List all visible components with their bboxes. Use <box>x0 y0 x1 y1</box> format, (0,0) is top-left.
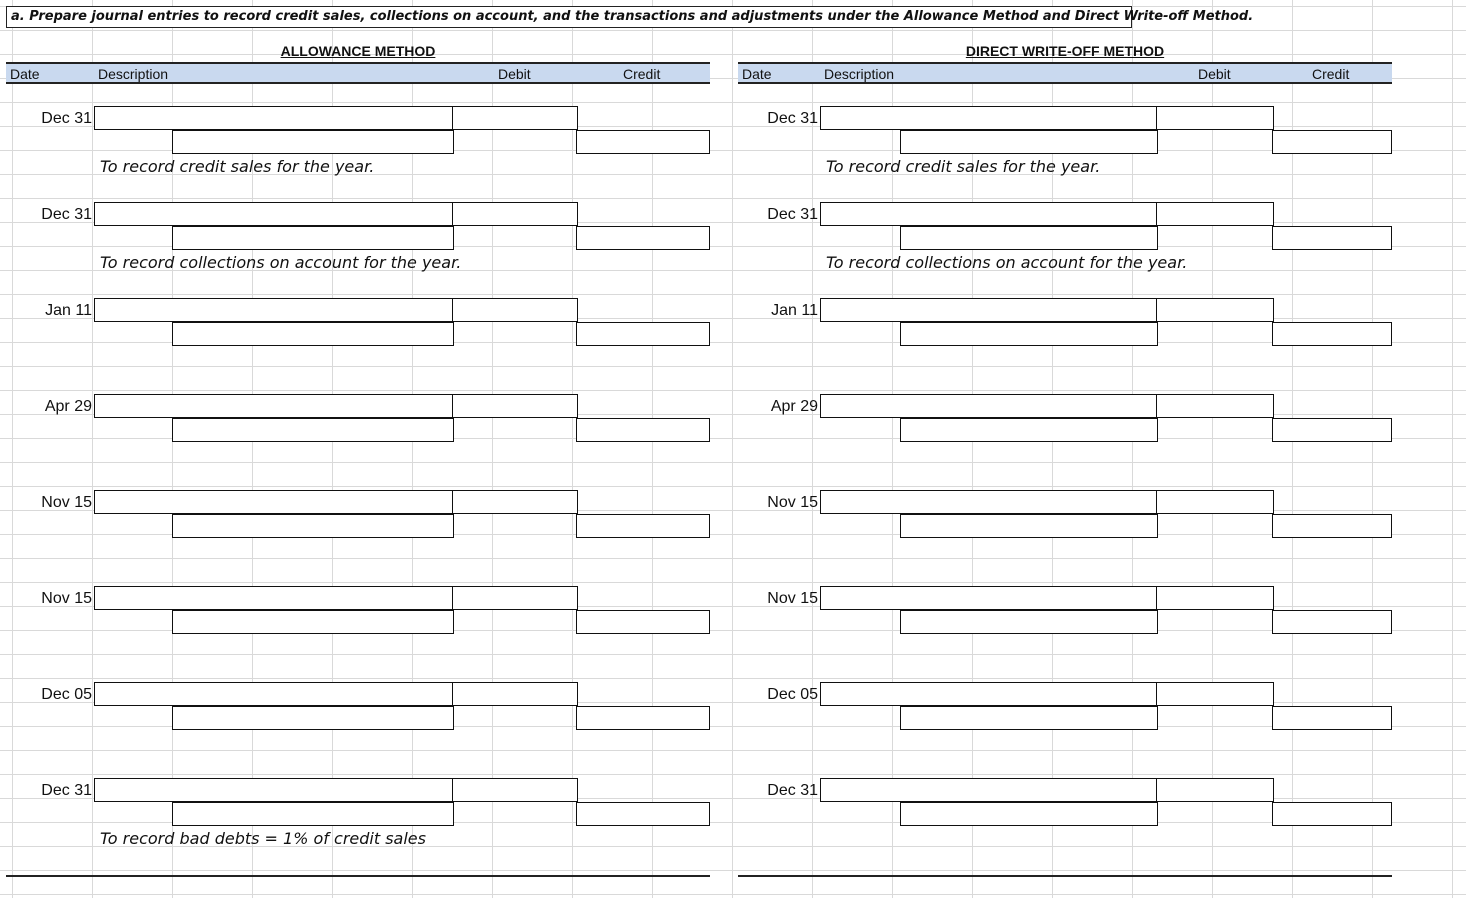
debit-amount-input[interactable] <box>452 298 578 322</box>
credit-account-input[interactable] <box>900 418 1158 442</box>
debit-header: Debit <box>1198 66 1231 82</box>
entry-note: To record collections on account for the year. <box>826 253 1188 272</box>
debit-account-input[interactable] <box>94 298 454 322</box>
entry-note: To record bad debts = 1% of credit sales <box>100 829 426 848</box>
entry-date: Jan 11 <box>771 302 818 319</box>
credit-amount-input[interactable] <box>576 418 710 442</box>
journal-entry <box>6 490 710 586</box>
entry-date: Apr 29 <box>770 398 818 415</box>
debit-amount-input[interactable] <box>452 106 578 130</box>
credit-account-input[interactable] <box>172 322 454 346</box>
entry-date: Dec 05 <box>767 686 818 703</box>
description-header: Description <box>98 66 169 82</box>
debit-account-input[interactable] <box>94 586 454 610</box>
debit-amount-input[interactable] <box>1156 106 1274 130</box>
debit-account-input[interactable] <box>820 394 1158 418</box>
debit-account-input[interactable] <box>820 298 1158 322</box>
debit-amount-input[interactable] <box>1156 490 1274 514</box>
column-header-bar <box>738 62 1392 84</box>
debit-amount-input[interactable] <box>1156 394 1274 418</box>
credit-account-input[interactable] <box>172 418 454 442</box>
debit-account-input[interactable] <box>94 394 454 418</box>
credit-account-input[interactable] <box>900 514 1158 538</box>
entry-date: Nov 15 <box>767 494 818 511</box>
journal-entry <box>6 202 710 298</box>
credit-header: Credit <box>1312 66 1350 82</box>
debit-amount-input[interactable] <box>1156 202 1274 226</box>
credit-account-input[interactable] <box>172 514 454 538</box>
debit-account-input[interactable] <box>820 778 1158 802</box>
debit-account-input[interactable] <box>820 682 1158 706</box>
entry-date: Dec 31 <box>767 782 818 799</box>
entry-date: Nov 15 <box>767 590 818 607</box>
entry-date: Nov 15 <box>41 590 92 607</box>
debit-amount-input[interactable] <box>1156 586 1274 610</box>
journal-entry <box>738 586 1392 682</box>
date-header: Date <box>742 66 772 82</box>
credit-account-input[interactable] <box>172 802 454 826</box>
debit-amount-input[interactable] <box>1156 778 1274 802</box>
credit-amount-input[interactable] <box>576 226 710 250</box>
journal-entry <box>6 394 710 490</box>
description-header: Description <box>824 66 895 82</box>
journal-entry <box>6 778 710 874</box>
credit-account-input[interactable] <box>900 322 1158 346</box>
journal-entry <box>738 202 1392 298</box>
journal-entry <box>738 778 1392 874</box>
credit-header: Credit <box>623 66 661 82</box>
debit-account-input[interactable] <box>94 490 454 514</box>
credit-account-input[interactable] <box>900 802 1158 826</box>
journal-entry <box>738 490 1392 586</box>
entry-date: Apr 29 <box>44 398 92 415</box>
credit-account-input[interactable] <box>172 610 454 634</box>
date-header: Date <box>10 66 40 82</box>
debit-header: Debit <box>498 66 531 82</box>
debit-amount-input[interactable] <box>452 778 578 802</box>
credit-amount-input[interactable] <box>576 514 710 538</box>
credit-amount-input[interactable] <box>1272 322 1392 346</box>
entry-date: Dec 31 <box>41 110 92 127</box>
credit-amount-input[interactable] <box>1272 226 1392 250</box>
bottom-rule <box>738 875 1392 877</box>
credit-amount-input[interactable] <box>1272 610 1392 634</box>
debit-amount-input[interactable] <box>452 394 578 418</box>
credit-account-input[interactable] <box>900 226 1158 250</box>
journal-entry <box>6 298 710 394</box>
credit-account-input[interactable] <box>900 610 1158 634</box>
debit-account-input[interactable] <box>94 778 454 802</box>
debit-account-input[interactable] <box>94 106 454 130</box>
credit-amount-input[interactable] <box>576 802 710 826</box>
journal-entry <box>738 106 1392 202</box>
entry-note: To record credit sales for the year. <box>826 157 1101 176</box>
debit-amount-input[interactable] <box>452 490 578 514</box>
entry-note: To record credit sales for the year. <box>100 157 375 176</box>
credit-amount-input[interactable] <box>1272 418 1392 442</box>
journal-entry <box>738 682 1392 778</box>
entry-date: Dec 31 <box>767 110 818 127</box>
credit-account-input[interactable] <box>900 706 1158 730</box>
debit-amount-input[interactable] <box>1156 682 1274 706</box>
debit-account-input[interactable] <box>94 202 454 226</box>
entry-date: Nov 15 <box>41 494 92 511</box>
entry-date: Dec 31 <box>41 782 92 799</box>
credit-amount-input[interactable] <box>576 130 710 154</box>
journal-entry <box>738 394 1392 490</box>
panel-title: ALLOWANCE METHOD <box>280 43 436 59</box>
debit-account-input[interactable] <box>820 106 1158 130</box>
debit-account-input[interactable] <box>820 202 1158 226</box>
instruction-text: a. Prepare journal entries to record credit sales, collections on account, and the transactions and adjustments under the Allowance Method and Direct Write-off Method. <box>6 6 1132 28</box>
credit-account-input[interactable] <box>172 706 454 730</box>
credit-amount-input[interactable] <box>576 706 710 730</box>
journal-entry <box>6 682 710 778</box>
credit-amount-input[interactable] <box>576 322 710 346</box>
credit-amount-input[interactable] <box>1272 514 1392 538</box>
entry-date: Dec 31 <box>767 206 818 223</box>
credit-amount-input[interactable] <box>576 610 710 634</box>
column-header-bar <box>6 62 710 84</box>
credit-amount-input[interactable] <box>1272 130 1392 154</box>
entry-date: Dec 31 <box>41 206 92 223</box>
credit-account-input[interactable] <box>172 226 454 250</box>
debit-amount-input[interactable] <box>1156 298 1274 322</box>
journal-entry <box>738 298 1392 394</box>
bottom-rule <box>6 875 710 877</box>
credit-account-input[interactable] <box>172 130 454 154</box>
credit-amount-input[interactable] <box>1272 802 1392 826</box>
journal-entry <box>6 106 710 202</box>
entry-date: Dec 05 <box>41 686 92 703</box>
panel-title: DIRECT WRITE-OFF METHOD <box>965 43 1165 59</box>
debit-account-input[interactable] <box>94 682 454 706</box>
credit-account-input[interactable] <box>900 130 1158 154</box>
entry-note: To record collections on account for the year. <box>100 253 462 272</box>
debit-account-input[interactable] <box>820 490 1158 514</box>
debit-amount-input[interactable] <box>452 202 578 226</box>
journal-entry <box>6 586 710 682</box>
debit-account-input[interactable] <box>820 586 1158 610</box>
debit-amount-input[interactable] <box>452 682 578 706</box>
debit-amount-input[interactable] <box>452 586 578 610</box>
entry-date: Jan 11 <box>45 302 92 319</box>
credit-amount-input[interactable] <box>1272 706 1392 730</box>
